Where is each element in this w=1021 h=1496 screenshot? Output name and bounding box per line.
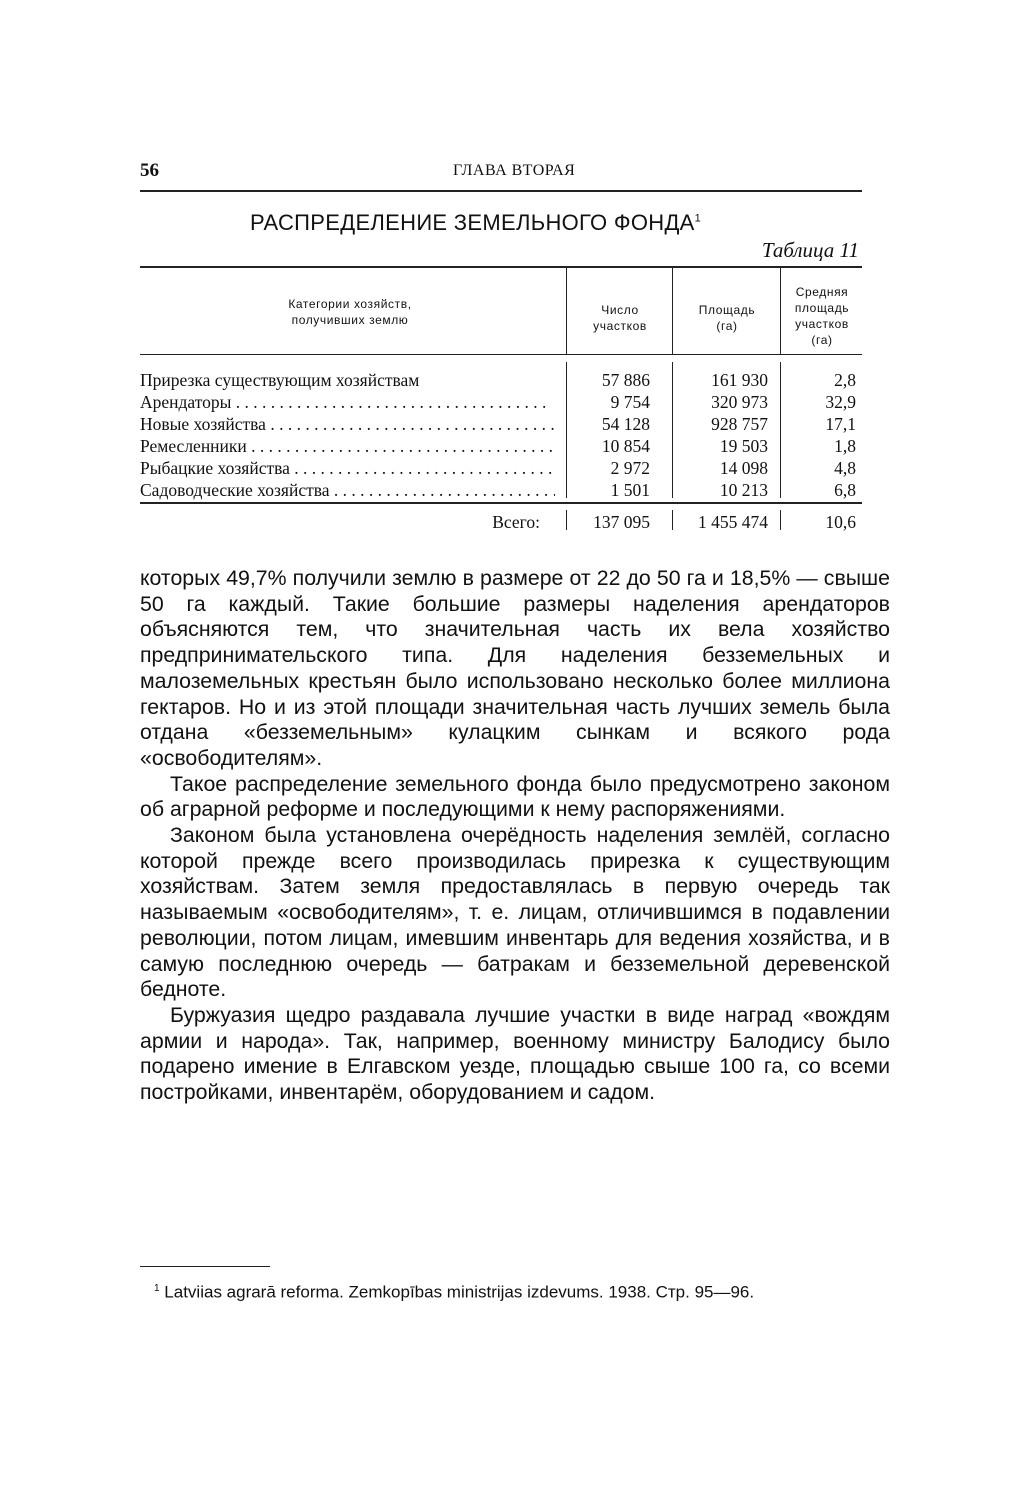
row-avg: 6,8 [834,480,856,500]
row-area: 10 213 [719,480,768,500]
table-total-row [140,512,862,534]
footnote-text: Latviias agrarā reforma. Zemkopības ministrijas izdevums. 1938. Стр. 95—96. [164,1282,755,1302]
header-plots [568,302,672,334]
table-bottom-rule [140,502,862,504]
row-plots: 57 886 [601,370,650,390]
row-plots: 1 501 [610,480,650,500]
row-plots: 54 128 [601,414,650,434]
header-line: участков [593,319,647,333]
table-row [140,392,862,414]
row-category: Садоводческие хозяйства . . . [140,480,555,501]
row-avg: 4,8 [834,458,856,478]
body-text [140,566,890,1106]
col-divider [672,266,673,354]
footnote-marker: 1 [154,1283,160,1294]
footnote [140,1277,888,1304]
header-line: участков [795,317,849,331]
header-category [200,296,500,328]
row-category: Арендаторы . . . [140,392,555,413]
col-divider [566,266,567,354]
header-line: получивших землю [291,313,409,327]
col-divider [780,266,781,354]
table-title [250,210,701,236]
table-row [140,458,862,480]
header-line: (га) [716,319,738,333]
row-avg: 1,8 [834,436,856,456]
row-area: 320 973 [711,392,768,412]
header-line: Площадь [698,303,756,317]
header-line: Число [601,303,639,317]
table-number: Таблица 11 [761,238,859,262]
table-row [140,370,862,392]
paragraph: Буржуазия щедро раздавала лучшие участки в виде наград «вождям армии и народа». Так, например, военному министру Балодису было подарено имение в Елгавском уезде, площадью свыше 100 га, со всеми постройками, инвентарём, оборудованием и садом. [140,1002,890,1105]
row-area: 928 757 [711,414,768,434]
total-label: Всего: [492,512,540,532]
header-line: площадь [794,301,850,315]
row-area: 161 930 [711,370,768,390]
row-category: Ремесленники . . . [140,436,555,457]
row-category: Рыбацкие хозяйства . . . [140,458,555,479]
row-area: 14 098 [719,458,768,478]
header-line: Средняя [795,285,849,299]
table-title-text: РАСПРЕДЕЛЕНИЕ ЗЕМЕЛЬНОГО ФОНДА [250,210,695,235]
row-area: 19 503 [719,436,768,456]
header-avg [782,284,862,348]
land-fund-table [140,266,862,530]
table-row [140,480,862,502]
header-area [674,302,780,334]
row-plots: 2 972 [610,458,650,478]
total-area: 1 455 474 [698,512,768,532]
table-header-rule [140,354,862,355]
row-category: Прирезка существующим хозяйствам [140,370,420,390]
table-row [140,436,862,458]
row-avg: 17,1 [825,414,856,434]
paragraph: Такое распределение земельного фонда было предусмотрено законом об аграрной реформе и последующими к нему распоряжениями. [140,771,890,822]
row-plots: 9 754 [610,392,650,412]
paragraph: которых 49,7% получили землю в размере от 22 до 50 га и 18,5% — свыше 50 га каждый. Такие большие размеры наделения арендаторов объясняются тем, что значительная часть их вела хозяйство предпринимательского типа. Для наделения безземельных и малоземельных крестьян было использовано несколько более миллиона гектаров. Но и из этой площади значительная часть лучших земель была отдана «безземельным» кулацким сынкам и всякого рода «освободителям». [140,566,890,770]
page-header [140,160,862,192]
row-avg: 32,9 [825,392,856,412]
page-number: 56 [140,160,159,181]
row-avg: 2,8 [834,370,856,390]
footnote-divider [140,1266,270,1267]
header-line: (га) [811,333,833,347]
row-plots: 10 854 [601,436,650,456]
header-line: Категории хозяйств, [288,297,412,311]
row-category: Новые хозяйства . . . [140,414,555,435]
table-row [140,414,862,436]
total-plots: 137 095 [593,512,650,532]
table-top-rule [140,266,862,268]
running-title: ГЛАВА ВТОРАЯ [453,162,576,179]
total-avg: 10,6 [825,512,856,532]
paragraph: Законом была установлена очерёдность наделения землёй, согласно которой прежде всего производилась прирезка к существующим хозяйствам. Затем земля предоставлялась в первую очередь так называемым «освободителям», т. е. лицам, отличившимся в подавлении революции, потом лицам, имевшим инвентарь для ведения хозяйства, и в самую последнюю очередь — батракам и безземельной деревенской бедноте. [140,823,890,1002]
footnote-ref: 1 [694,212,702,225]
